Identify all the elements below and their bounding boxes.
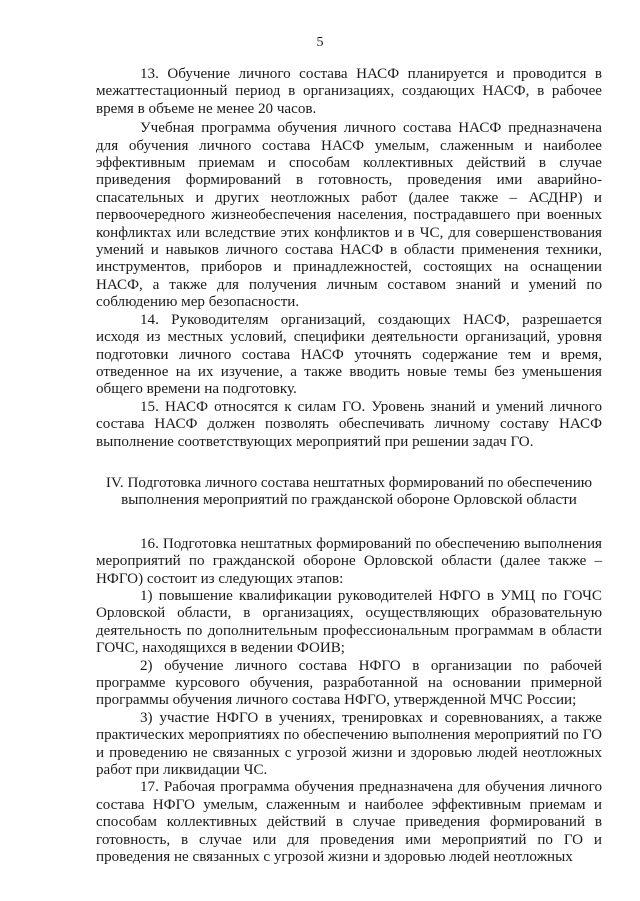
paragraph-17: 17. Рабочая программа обучения предназначена для обучения личного состава НФГО умелым, слаженным и наиболее эффективным приемам и способам коллективных действий в случае приведения формирований в готовность, в случае или для проведения ими мероприятий по ГО и проведения не связанных с угрозой жизни и здоровью людей неотложных xyxy=(96,779,602,866)
paragraph-16: 16. Подготовка нештатных формирований по обеспечению выполнения мероприятий по гражданской обороне Орловской области (далее также – НФГО) состоит из следующих этапов: xyxy=(96,535,602,587)
paragraph-training-program: Учебная программа обучения личного состава НАСФ предназначена для обучения личного состава НАСФ умелым, слаженным и наиболее эффективным приемам и способам коллективных действий в случае приведения формирований в готовность, проведения ими аварийно-спасательных и других неотложных работ (далее также – АСДНР) и первоочередного жизнеобеспечения населения, пострадавшего при военных конфликтах или вследствие этих конфликтов и в ЧС, для совершенствования умений и навыков личного состава НАСФ в области применения техники, инструментов, приборов и принадлежностей, состоящих на оснащении НАСФ, а также для получения личным составом знаний и умений по соблюдению мер безопасности. xyxy=(96,120,602,311)
paragraph-15: 15. НАСФ относятся к силам ГО. Уровень знаний и умений личного состава НАСФ должен позволять обеспечивать личному составу НАСФ выполнение соответствующих мероприятий при решении задач ГО. xyxy=(96,398,602,450)
paragraph-13: 13. Обучение личного состава НАСФ планируется и проводится в межаттестационный период в организациях, создающих НАСФ, в рабочее время в объеме не менее 20 часов. xyxy=(96,66,602,117)
document-body xyxy=(96,66,602,866)
list-item-2: 2) обучение личного состава НФГО в организации по рабочей программе курсового обучения, разработанной на основании примерной программы обучения личного состава НФГО, утвержденной МЧС России; xyxy=(96,657,602,709)
section-heading-line-1: IV. Подготовка личного состава нештатных формирований по обеспечению xyxy=(105,474,593,491)
page-number: 5 xyxy=(316,35,324,50)
list-item-1: 1) повышение квалификации руководителей НФГО в УМЦ по ГОЧС Орловской области, в организациях, осуществляющих образовательную деятельность по дополнительным профессиональным программам в области ГОЧС, находящихся в ведении ФОИВ; xyxy=(96,587,602,657)
section-heading-iv xyxy=(96,475,602,510)
list-item-3: 3) участие НФГО в учениях, тренировках и соревнованиях, а также практических мероприятиях по обеспечению выполнения мероприятий по ГО и проведению не связанных с угрозой жизни и здоровью людей неотложных работ при ликвидации ЧС. xyxy=(96,709,602,779)
section-heading-line-2: выполнения мероприятий по гражданской обороне Орловской области xyxy=(121,492,577,509)
paragraph-14: 14. Руководителям организаций, создающих НАСФ, разрешается исходя из местных условий, специфики деятельности организаций, уровня подготовки личного состава НАСФ уточнять содержание тем и время, отведенное на их изучение, а также вводить новые темы без уменьшения общего времени на подготовку. xyxy=(96,311,602,398)
